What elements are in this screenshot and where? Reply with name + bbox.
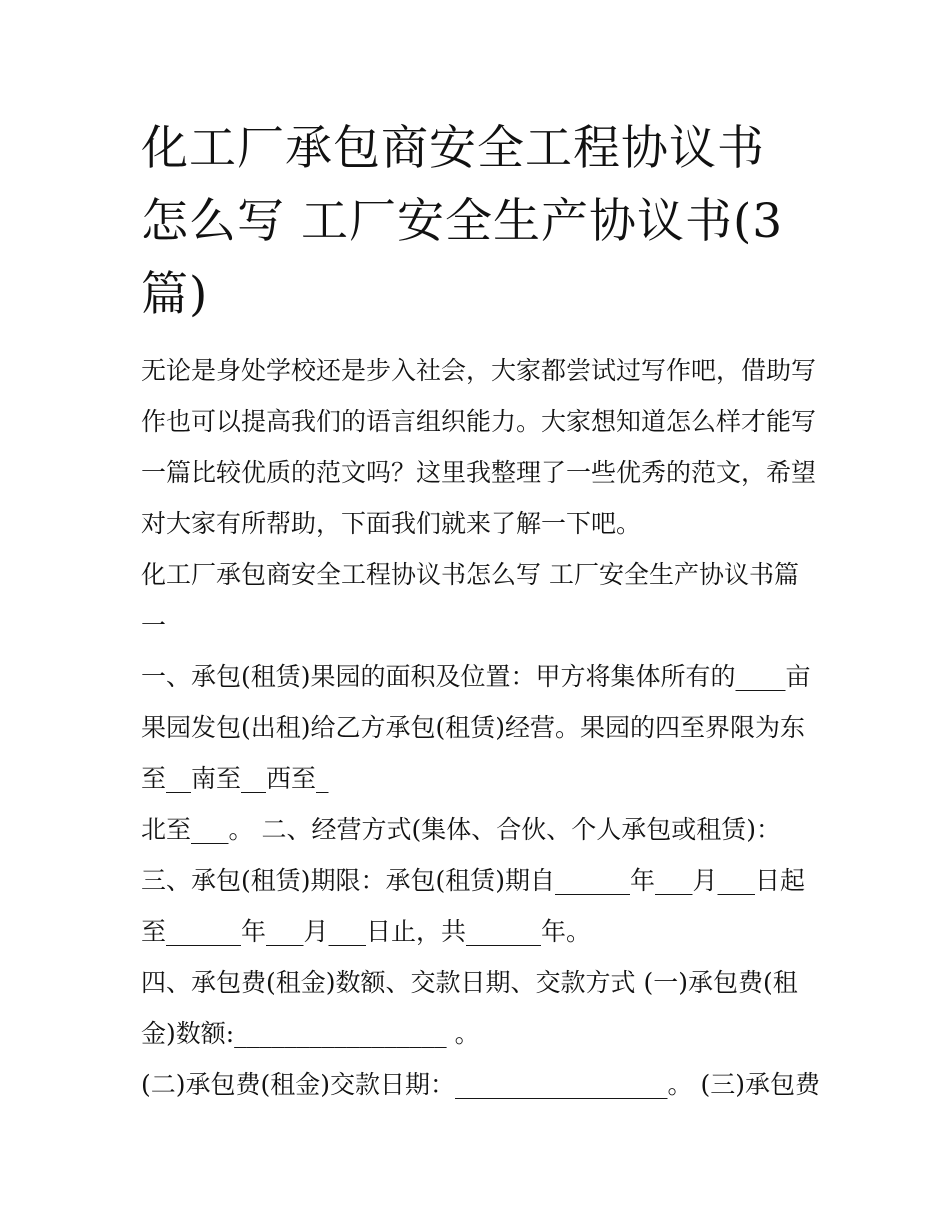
text-line: 至__南至__西至_ [141, 764, 329, 793]
text-line: 至______年___月___日止，共______年。 [141, 917, 592, 946]
text-line: 无论是身处学校还是步入社会，大家都尝试过写作吧，借助写 [141, 356, 817, 385]
text-line: 作也可以提高我们的语言组织能力。大家想知道怎么样才能写 [141, 407, 817, 436]
text-line: 金)数额:_________________ 。 [141, 1019, 480, 1048]
document-body [141, 345, 821, 1110]
text-line: 四、承包费(租金)数额、交款日期、交款方式 (一)承包费(租 [141, 968, 798, 997]
document-page [141, 112, 821, 1110]
section-heading-line: 化工厂承包商安全工程协议书怎么写 工厂安全生产协议书篇 [141, 560, 799, 589]
text-line: 果园发包(出租)给乙方承包(租赁)经营。果园的四至界限为东 [141, 713, 806, 742]
text-line: 三、承包(租赁)期限：承包(租赁)期自______年___月___日起 [141, 866, 806, 895]
title-line-1: 化工厂承包商安全工程协议书 [141, 121, 765, 176]
title-line-2: 怎么写 工厂安全生产协议书(3 [141, 194, 784, 249]
text-line: 北至___。 二、经营方式(集体、合伙、个人承包或租赁)： [141, 815, 781, 844]
text-line: 一篇比较优质的范文吗？这里我整理了一些优秀的范文，希望 [141, 458, 817, 487]
document-title [141, 112, 821, 331]
text-line: 对大家有所帮助，下面我们就来了解一下吧。 [141, 509, 642, 538]
title-line-3: 篇) [141, 267, 209, 322]
text-line: (二)承包费(租金)交款日期：_________________。 (三)承包费 [141, 1070, 820, 1099]
section-heading-line: 一 [141, 611, 167, 640]
text-line: 一、承包(租赁)果园的面积及位置：甲方将集体所有的____亩 [141, 662, 811, 691]
